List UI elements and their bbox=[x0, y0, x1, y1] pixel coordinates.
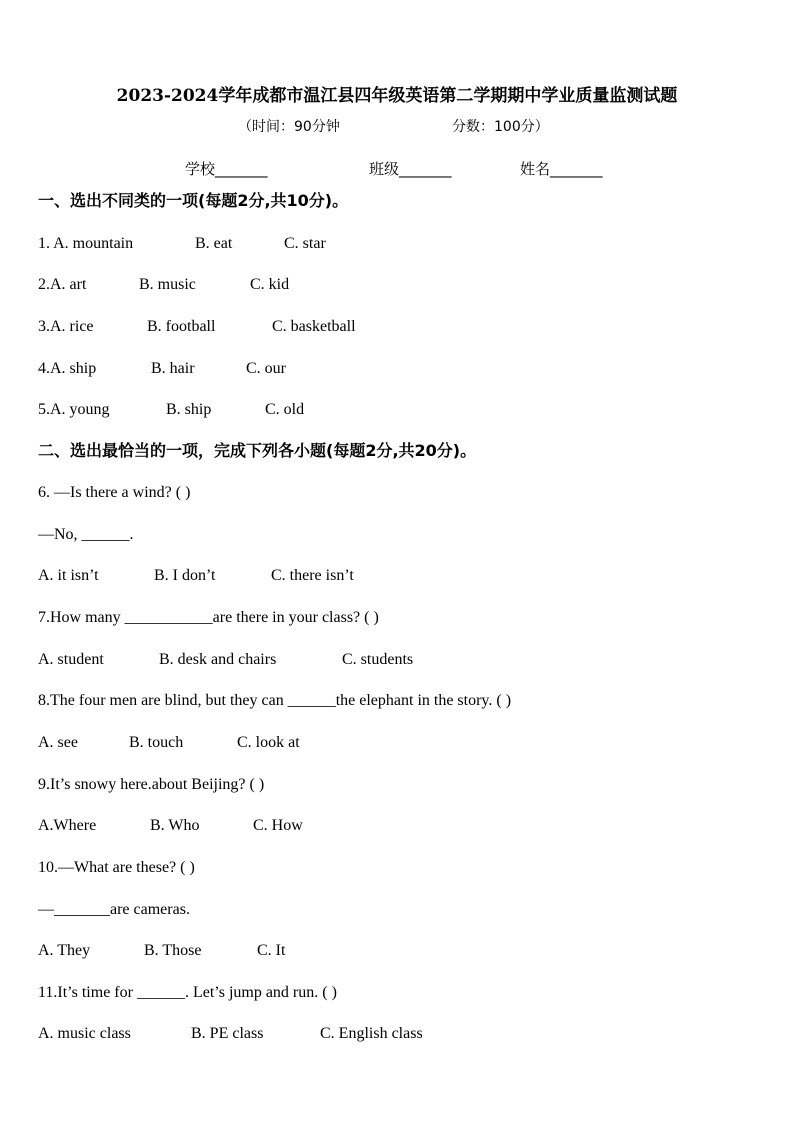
q1-option-b: B. eat bbox=[195, 235, 233, 252]
q2-option-b: B. music bbox=[139, 276, 196, 293]
q4-option-a: 4.A. ship bbox=[38, 360, 97, 377]
q2-option-c: C. kid bbox=[250, 276, 290, 293]
q7-option-c: C. students bbox=[342, 651, 414, 668]
q5-option-a: 5.A. young bbox=[38, 401, 110, 418]
q11-stem: 11.It’s time for ______. Let’s jump and run. ( ) bbox=[38, 984, 337, 1001]
q6-option-a: A. it isn’t bbox=[38, 567, 99, 584]
q7-option-b: B. desk and chairs bbox=[159, 651, 277, 668]
q11-option-c: C. English class bbox=[320, 1025, 423, 1042]
q5-option-b: B. ship bbox=[166, 401, 212, 418]
q5-option-c: C. old bbox=[265, 401, 305, 418]
q1-option-c: C. star bbox=[284, 235, 326, 252]
section-1-heading: 一、选出不同类的一项(每题2分,共10分)。 bbox=[38, 191, 349, 210]
section-2-heading: 二、选出最恰当的一项，完成下列各小题(每题2分,共20分)。 bbox=[38, 441, 477, 460]
school-field: 学校_______ bbox=[185, 160, 268, 178]
q11-option-b: B. PE class bbox=[191, 1025, 264, 1042]
q8-stem: 8.The four men are blind, but they can ______the elephant in the story. ( ) bbox=[38, 692, 512, 709]
q9-option-a: A.Where bbox=[38, 817, 97, 834]
q3-option-a: 3.A. rice bbox=[38, 318, 94, 335]
page-title: 2023-2024学年成都市温江县四年级英语第二学期期中学业质量监测试题 bbox=[116, 86, 678, 106]
class-field: 班级_______ bbox=[369, 160, 452, 178]
q6-stem: 6. —Is there a wind? ( ) bbox=[38, 484, 191, 501]
q8-option-b: B. touch bbox=[129, 734, 184, 751]
q9-option-b: B. Who bbox=[150, 817, 200, 834]
q4-option-c: C. our bbox=[246, 360, 286, 377]
q10-option-b: B. Those bbox=[144, 942, 202, 959]
q7-option-a: A. student bbox=[38, 651, 104, 668]
name-field: 姓名_______ bbox=[520, 160, 603, 178]
q10-stem: 10.—What are these? ( ) bbox=[38, 859, 195, 876]
q3-option-c: C. basketball bbox=[272, 318, 356, 335]
q10-answer-line: —_______are cameras. bbox=[38, 901, 190, 918]
q6-option-c: C. there isn’t bbox=[271, 567, 354, 584]
q1-option-a: 1. A. mountain bbox=[38, 235, 134, 252]
q9-stem: 9.It’s snowy here.about Beijing? ( ) bbox=[38, 776, 265, 793]
q8-option-c: C. look at bbox=[237, 734, 300, 751]
exam-time: （时间：90分钟 bbox=[238, 119, 340, 135]
q3-option-b: B. football bbox=[147, 318, 216, 335]
q6-option-b: B. I don’t bbox=[154, 567, 216, 584]
q9-option-c: C. How bbox=[253, 817, 303, 834]
q10-option-a: A. They bbox=[38, 942, 91, 959]
q10-option-c: C. It bbox=[257, 942, 286, 959]
q6-answer-line: —No, ______. bbox=[38, 526, 134, 543]
exam-score: 分数：100分） bbox=[452, 119, 549, 135]
q11-option-a: A. music class bbox=[38, 1025, 131, 1042]
q7-stem: 7.How many ___________are there in your class? ( ) bbox=[38, 609, 379, 626]
q4-option-b: B. hair bbox=[151, 360, 195, 377]
q8-option-a: A. see bbox=[38, 734, 78, 751]
q2-option-a: 2.A. art bbox=[38, 276, 87, 293]
